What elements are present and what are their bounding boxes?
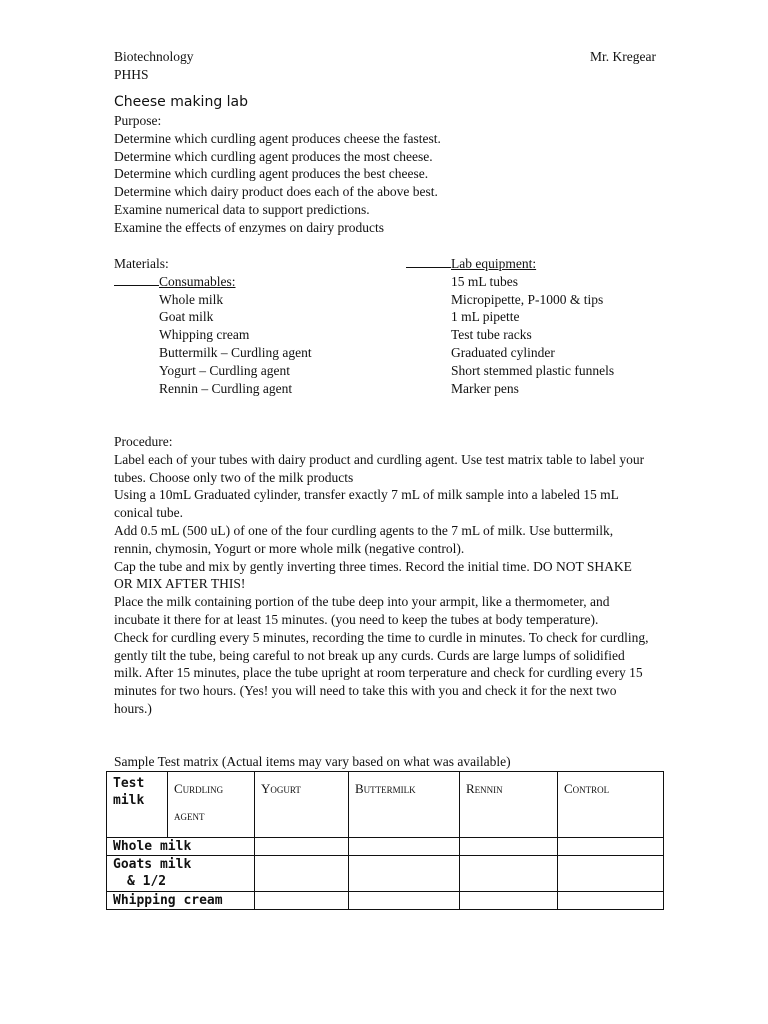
consumable-item: Whipping cream [159, 327, 250, 343]
purpose-section [114, 112, 441, 237]
table-header-row [107, 772, 664, 838]
equipment-item: Micropipette, P-1000 & tips [451, 291, 604, 307]
table-cell [460, 856, 558, 892]
consumables-heading-row [114, 273, 312, 291]
equipment-item: Short stemmed plastic funnels [451, 362, 615, 378]
equipment-heading-row [406, 255, 614, 273]
purpose-heading: Purpose: [114, 113, 162, 128]
header-cell-yogurt: Yogurt [255, 772, 349, 838]
procedure-section [114, 433, 654, 718]
equipment-item: 15 mL tubes [451, 273, 518, 289]
materials-section [114, 255, 312, 397]
matrix-caption: Sample Test matrix (Actual items may vary based on what was available) [114, 754, 511, 769]
purpose-item: Examine numerical data to support predictions. [114, 201, 370, 217]
procedure-step: Using a 10mL Graduated cylinder, transfer exactly 7 mL of milk sample into a labeled 15 mL conical tube. [114, 487, 619, 521]
table-cell [255, 892, 349, 910]
table-row [107, 838, 664, 856]
equipment-section [406, 255, 614, 397]
consumable-item: Rennin – Curdling agent [159, 380, 293, 396]
equipment-item: Marker pens [451, 380, 519, 396]
consumable-item: Yogurt – Curdling agent [159, 362, 291, 378]
page-title: Cheese making lab [114, 94, 249, 110]
equipment-item: Test tube racks [451, 327, 532, 343]
procedure-step: Cap the tube and mix by gently inverting three times. Record the initial time. DO NOT SHAKE OR MIX AFTER THIS! [114, 558, 632, 592]
course-name: Biotechnology [114, 49, 194, 64]
row-label-line2: & 1/2 [127, 874, 167, 889]
row-label [107, 856, 255, 892]
table-cell [558, 892, 664, 910]
consumable-item: Whole milk [159, 291, 224, 307]
table-cell [255, 838, 349, 856]
procedure-heading: Procedure: [114, 434, 173, 449]
teacher-name: Mr. Kregear [590, 49, 656, 64]
table-row [107, 892, 664, 910]
procedure-step: Add 0.5 mL (500 uL) of one of the four curdling agents to the 7 mL of milk. Use buttermilk, rennin, chymosin, Yogurt or more whole milk (negative control). [114, 522, 614, 556]
procedure-step: Place the milk containing portion of the tube deep into your armpit, like a thermometer, and incubate it there for at least 15 minutes. (you need to keep the tubes at body temperature). [114, 594, 610, 627]
agent-label: agent [174, 808, 205, 823]
equipment-heading: Lab equipment: [451, 256, 537, 271]
procedure-step: Check for curdling every 5 minutes, recording the time to curdle in minutes. To check for curdling, gently tilt the tube, being careful to not break up any curds. Curds are large lumps of solidified milk. After 15 minutes, place the tube upright at room terperature and check for curdling every 15 minutes for two hours. (Yes! you will need to take this with you and check it for the next two hours.) [114, 629, 649, 716]
consumable-item: Goat milk [159, 309, 214, 325]
consumable-item: Buttermilk – Curdling agent [159, 344, 312, 360]
purpose-item: Determine which curdling agent produces cheese the fastest. [114, 130, 441, 146]
purpose-item: Determine which curdling agent produces the best cheese. [114, 166, 429, 182]
procedure-step: Label each of your tubes with dairy product and curdling agent. Use test matrix table to label your tubes. Choose only two of the milk products [114, 451, 645, 485]
purpose-item: Determine which dairy product does each of the above best. [114, 184, 438, 200]
row-label: Whole milk [107, 838, 255, 856]
purpose-item: Determine which curdling agent produces the most cheese. [114, 148, 433, 164]
school-name: PHHS [114, 67, 149, 82]
header-cell-buttermilk: Buttermilk [349, 772, 460, 838]
materials-heading: Materials: [114, 256, 169, 271]
table-cell [460, 892, 558, 910]
header-cell-control: Control [558, 772, 664, 838]
table-row [107, 856, 664, 892]
equipment-item: 1 mL pipette [451, 309, 520, 325]
equipment-item: Graduated cylinder [451, 344, 555, 360]
purpose-item: Examine the effects of enzymes on dairy products [114, 219, 385, 235]
header-cell-test-milk: Test milk [107, 772, 168, 838]
header-cell-curdling-agent [168, 772, 255, 838]
table-cell [558, 838, 664, 856]
table-cell [558, 856, 664, 892]
test-matrix-table [106, 771, 664, 910]
row-label: Whipping cream [107, 892, 255, 910]
table-cell [349, 838, 460, 856]
row-label-line1: Goats milk [113, 857, 192, 872]
consumables-heading: Consumables: [159, 273, 236, 289]
curdling-label: Curdling [174, 781, 224, 796]
table-cell [349, 856, 460, 892]
table-cell [255, 856, 349, 892]
table-cell [349, 892, 460, 910]
table-cell [460, 838, 558, 856]
header-cell-rennin: Rennin [460, 772, 558, 838]
